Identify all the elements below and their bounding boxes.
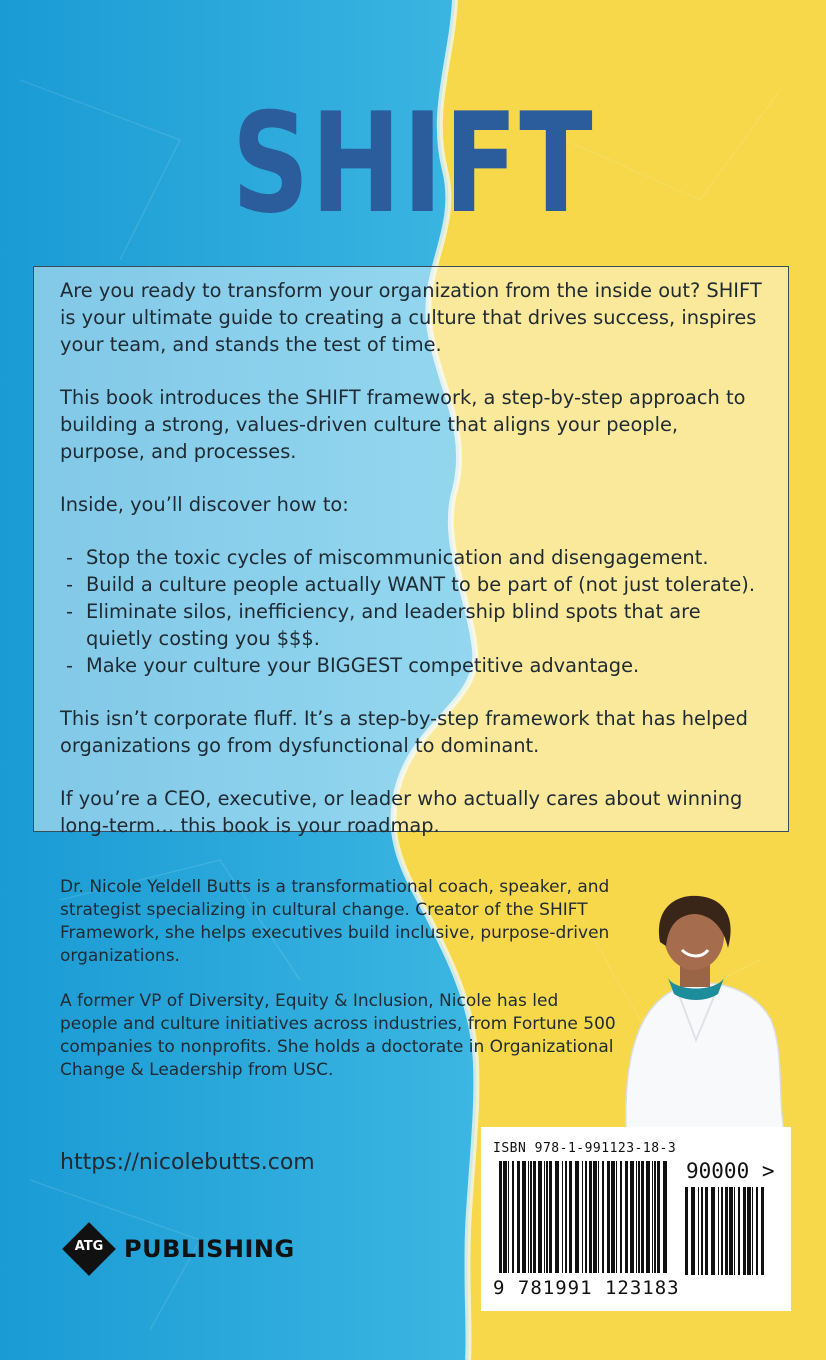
bullet-text: Stop the toxic cycles of miscommunication and disengagement. [86, 546, 709, 569]
bullet-text: Make your culture your BIGGEST competitive advantage. [86, 654, 640, 677]
blurb-framework: This book introduces the SHIFT framework, a step-by-step approach to building a strong, values-driven culture that aligns your people, purpose, and processes. [60, 386, 746, 463]
list-item: - Stop the toxic cycles of miscommunication and disengagement. [66, 546, 709, 569]
blurb-closing: If you’re a CEO, executive, or leader who actually cares about winning long-term… this book is your roadmap. [60, 787, 743, 837]
ean-digits: 9 781991 123183 [493, 1277, 680, 1299]
bullet-text: Eliminate silos, inefficiency, and leadership blind spots that are quietly costing you $$$. [86, 600, 701, 650]
author-photo [606, 890, 786, 1130]
publisher-logo [62, 1222, 295, 1276]
isbn-label: ISBN 978-1-991123-18-3 [493, 1141, 677, 1156]
price-code [686, 1159, 775, 1183]
blurb-box [33, 266, 789, 837]
blurb-bullet-list [60, 544, 764, 679]
publisher-logo-text: ATG [74, 1239, 104, 1254]
list-item: - Make your culture your BIGGEST competitive advantage. [66, 654, 640, 677]
list-item: - Build a culture people actually WANT to be part of (not just tolerate). [66, 573, 756, 596]
book-title: SHIFT [231, 83, 595, 244]
blurb-intro: Are you ready to transform your organization from the inside out? SHIFT is your ultimate guide to creating a culture that drives success, inspires your team, and stands the test of time. [60, 279, 762, 356]
isbn-barcode [481, 1127, 791, 1311]
barcode-bars-main [499, 1161, 669, 1273]
blurb-discover-lead: Inside, you’ll discover how to: [60, 493, 349, 516]
author-bio [60, 876, 620, 1104]
barcode-bars-addon [685, 1187, 765, 1275]
bio-paragraph-1: Dr. Nicole Yeldell Butts is a transformational coach, speaker, and strategist specializing in cultural change. Creator of the SHIFT Framework, she helps executives build inclusive, purpose-driven organizations. [60, 877, 610, 966]
price-arrow: > [761, 1159, 775, 1183]
publisher-name: PUBLISHING [124, 1235, 295, 1263]
author-website-link[interactable]: https://nicolebutts.com [60, 1150, 315, 1175]
bullet-text: Build a culture people actually WANT to be part of (not just tolerate). [86, 573, 756, 596]
price-code-digits: 90000 [686, 1159, 750, 1183]
diamond-icon [62, 1222, 116, 1276]
bio-paragraph-2: A former VP of Diversity, Equity & Inclusion, Nicole has led people and culture initiatives across industries, from Fortune 500 companies to nonprofits. She holds a doctorate in Organizational Change & Leadership from USC. [60, 991, 616, 1080]
blurb-fluff: This isn’t corporate fluff. It’s a step-by-step framework that has helped organizations go from dysfunctional to dominant. [60, 707, 748, 757]
list-item: - Eliminate silos, inefficiency, and leadership blind spots that are quietly costing you $$$. [66, 600, 701, 650]
